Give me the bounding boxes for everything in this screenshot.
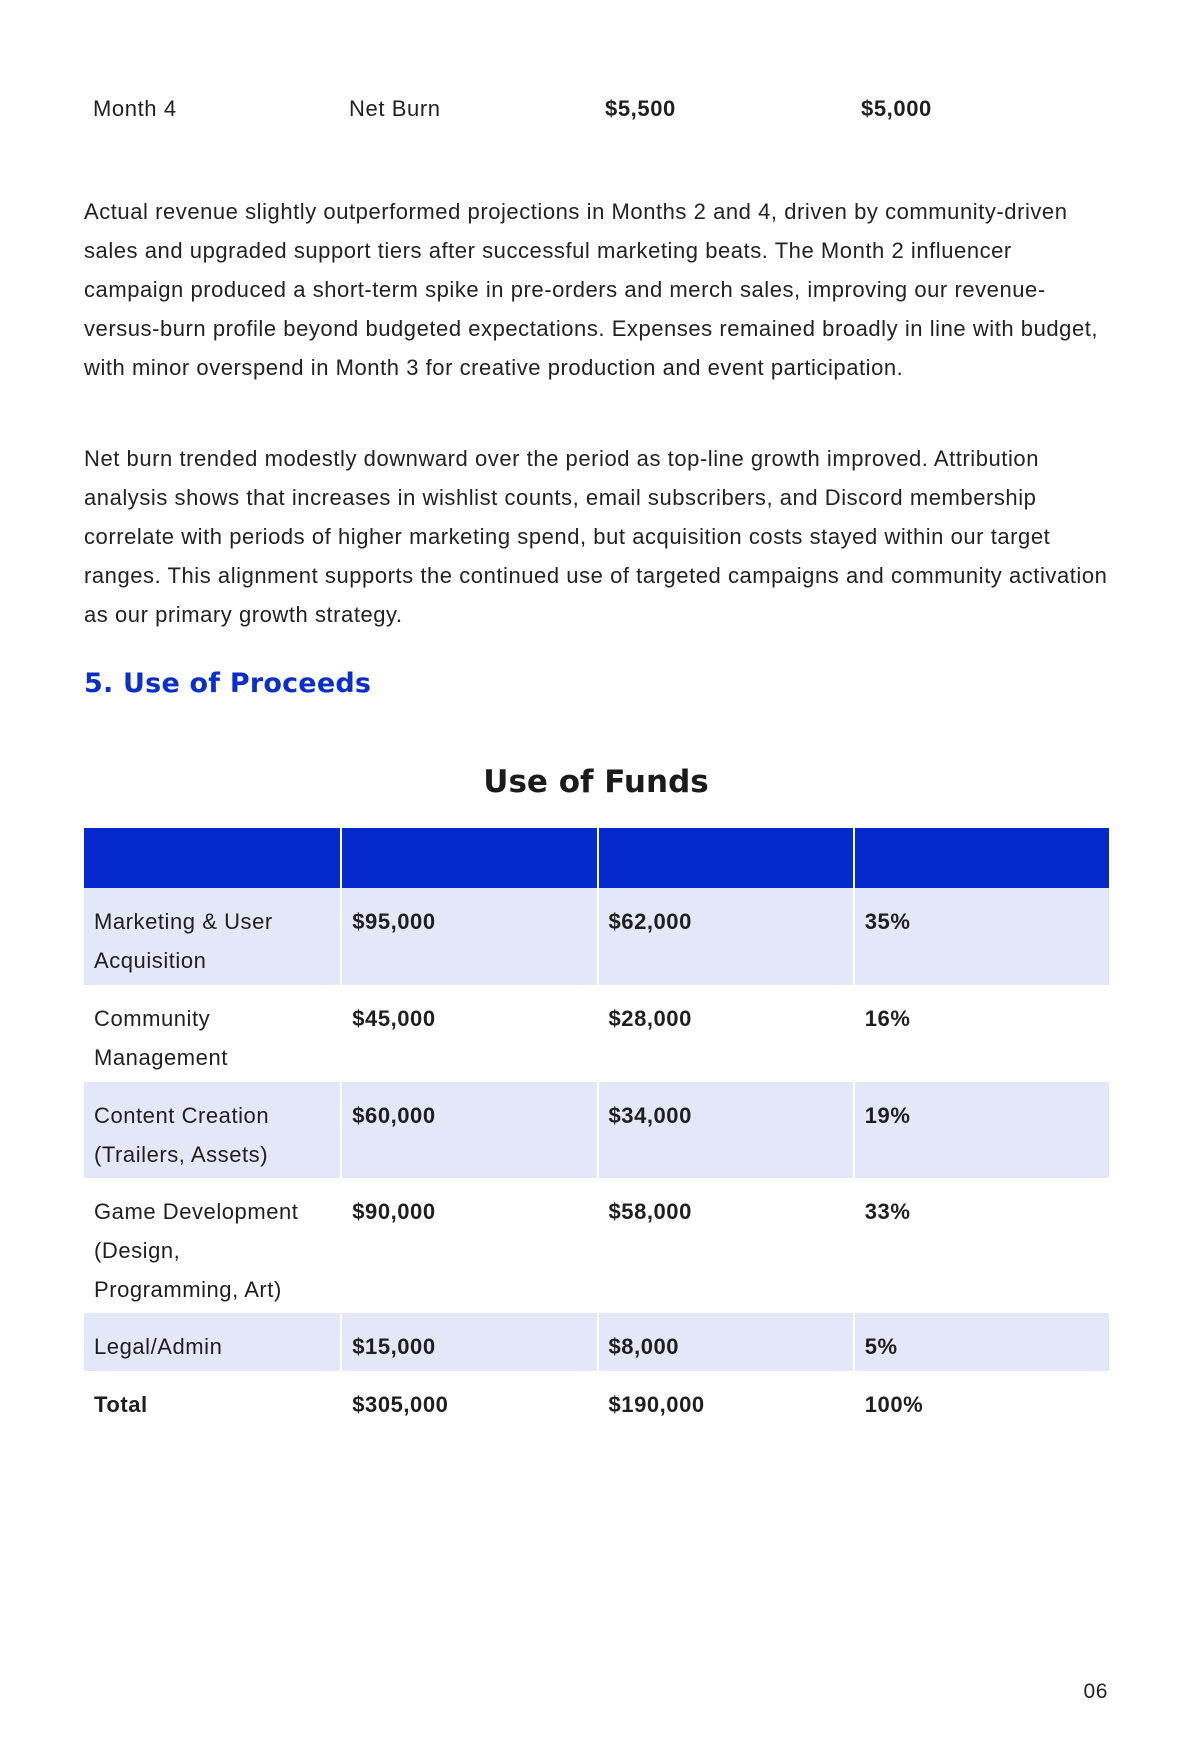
paragraph-net-burn-analysis: Net burn trended modestly downward over the period as top-line growth improved. Attribution analysis shows that increases in wishlist counts, email subscribers, and Discord membership correlate with periods of higher marketing spend, but acquisition costs stayed within our target ranges. This alignment supports the continued use of targeted campaigns and community activation as our primary growth strategy.: [84, 446, 1108, 627]
percent-cell: 33%: [853, 1178, 1109, 1313]
amount-cell: $15,000: [340, 1313, 596, 1371]
category-cell: Marketing & User Acquisition: [84, 888, 340, 985]
table-row: [84, 1313, 1109, 1371]
total-amount-cell: $305,000: [340, 1371, 596, 1429]
paragraph-revenue-analysis: Actual revenue slightly outperformed projections in Months 2 and 4, driven by community-driven sales and upgraded support tiers after successful marketing beats. The Month 2 influencer campaign produced a short-term spike in pre-orders and merch sales, improving our revenue-versus-burn profile beyond budgeted expectations. Expenses remained broadly in line with budget, with minor overspend in Month 3 for creative production and event participation.: [84, 199, 1099, 380]
amount-cell: $45,000: [340, 985, 596, 1082]
amount-cell: $28,000: [597, 985, 853, 1082]
row-metric: Net Burn: [349, 96, 441, 121]
table-row: [84, 888, 1109, 985]
percent-cell: 35%: [853, 888, 1109, 985]
amount-cell: $60,000: [340, 1082, 596, 1178]
percent-cell: 19%: [853, 1082, 1109, 1178]
amount-cell: $8,000: [597, 1313, 853, 1371]
table-header-cell: [597, 828, 853, 888]
table-header-cell: [853, 828, 1109, 888]
category-cell: Content Creation (Trailers, Assets): [84, 1082, 340, 1178]
amount-cell: $58,000: [597, 1178, 853, 1313]
total-amount-cell: $190,000: [597, 1371, 853, 1429]
category-cell: Community Management: [94, 1006, 228, 1070]
amount-cell: $90,000: [340, 1178, 596, 1313]
row-label: Month 4: [93, 96, 177, 121]
page-number: 06: [1083, 1680, 1108, 1703]
amount-cell: $34,000: [597, 1082, 853, 1178]
amount-cell: $95,000: [340, 888, 596, 985]
section-heading: 5. Use of Proceeds: [84, 668, 372, 699]
table-row: [84, 1178, 1109, 1313]
table-row-month-4: [84, 96, 1108, 128]
total-percent-cell: 100%: [853, 1371, 1109, 1429]
row-value-b: $5,000: [861, 96, 932, 121]
table-header-cell: [84, 828, 340, 888]
amount-cell: $62,000: [597, 888, 853, 985]
table-header-row: [84, 828, 1109, 888]
category-cell: Legal/Admin: [84, 1313, 340, 1371]
category-cell: Game Development (Design, Programming, Art): [94, 1199, 299, 1302]
table-title: Use of Funds: [483, 764, 709, 800]
use-of-funds-table: [84, 828, 1109, 1429]
total-label-cell: Total: [94, 1392, 148, 1417]
row-value-a: $5,500: [605, 96, 676, 121]
table-total-row: [84, 1371, 1109, 1429]
table-row: [84, 985, 1109, 1082]
table-row: [84, 1082, 1109, 1178]
percent-cell: 5%: [853, 1313, 1109, 1371]
table-header-cell: [340, 828, 596, 888]
percent-cell: 16%: [853, 985, 1109, 1082]
